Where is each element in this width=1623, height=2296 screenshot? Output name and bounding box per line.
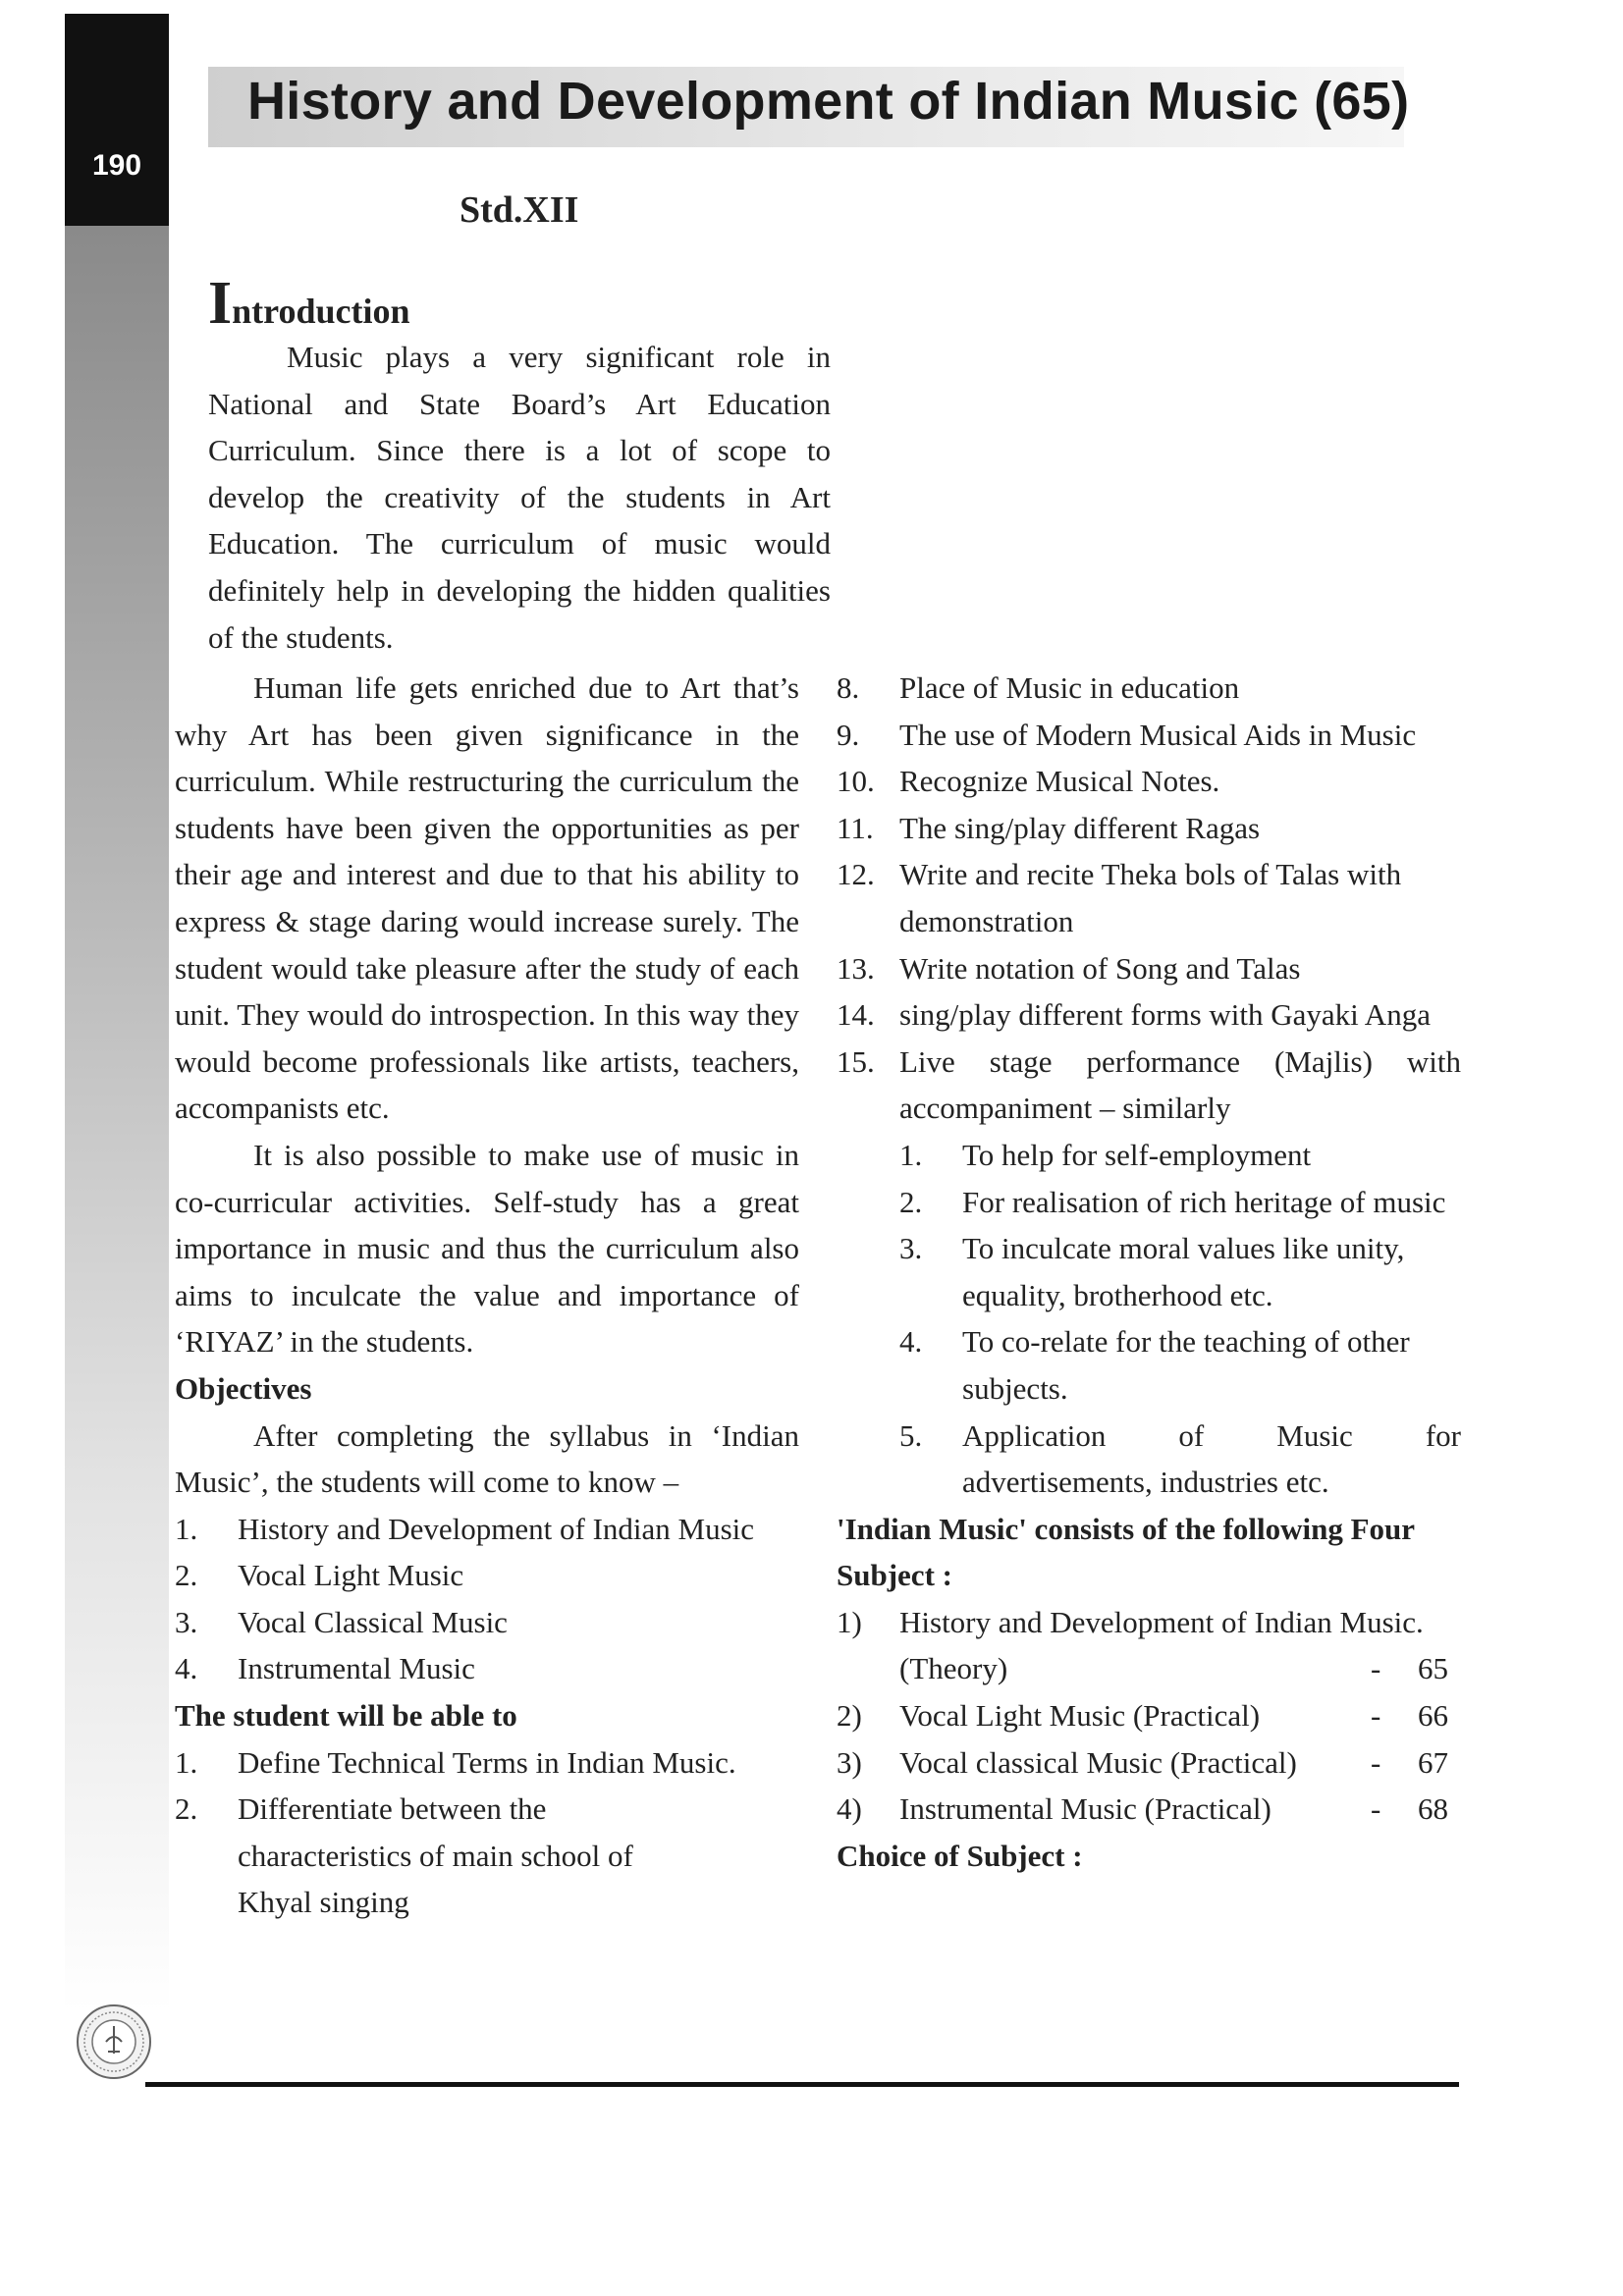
- sub-list-item: 5. Application of Music for advertisements, industries etc.: [899, 1417, 1461, 1500]
- choice-heading: Choice of Subject :: [837, 1838, 1083, 1873]
- subject-row: 3) Vocal classical Music (Practical) - 67: [837, 1744, 1448, 1780]
- left-column: [175, 665, 799, 1926]
- footer-rule: [145, 2082, 1459, 2087]
- side-gradient-bar: [65, 226, 169, 2012]
- sub-list-item: 3. To inculcate moral values like unity, equality, brotherhood etc.: [899, 1231, 1405, 1312]
- subject-row: 2) Vocal Light Music (Practical) - 66: [837, 1698, 1448, 1734]
- list-item: 13. Write notation of Song and Talas: [837, 950, 1301, 986]
- intro-paragraph: Music plays a very significant role in National and State Board’s Art Education Curriculum. Since there is a lot of scope to develop the creativity of the students in Art Education. The curriculum of music would definitely help in developing the hidden qualities of the students.: [208, 340, 831, 655]
- list-item: 1. Define Technical Terms in Indian Music.: [175, 1744, 736, 1780]
- subject-row: 4) Instrumental Music (Practical) - 68: [837, 1791, 1448, 1827]
- list-item: 2. Vocal Light Music: [175, 1558, 464, 1593]
- intro-heading: [208, 270, 410, 337]
- sub-list-item: 1. To help for self-employment: [899, 1137, 1312, 1172]
- list-item: 4. Instrumental Music: [175, 1651, 475, 1686]
- sub-list-item: 2. For realisation of rich heritage of music: [899, 1184, 1446, 1219]
- right-column: [837, 665, 1461, 1879]
- list-item: 12. Write and recite Theka bols of Talas with demonstration: [837, 857, 1402, 938]
- standard-label: Std.XII: [460, 189, 579, 231]
- paragraph-cocurricular: It is also possible to make use of music in co-curricular activities. Self-study has a great importance in music and thus the curriculum also aims to inculcate the value and importance of ‘RIYAZ’ in the students.: [175, 1137, 799, 1360]
- list-item: 15. Live stage performance (Majlis) with accompaniment – similarly: [837, 1043, 1461, 1126]
- paragraph-art: Human life gets enriched due to Art that’s why Art has been given significance in the curriculum. While restructuring the curriculum the students have been given the opportunities as per their age and interest and due to that his ability to express & stage daring would increase surely. The student would take pleasure after the study of each unit. They would do introspection. In this way they would become professionals like artists, teachers, accompanists etc.: [175, 670, 799, 1126]
- list-item: 8. Place of Music in education: [837, 670, 1240, 705]
- able-heading: The student will be able to: [175, 1698, 517, 1734]
- list-item: 9. The use of Modern Musical Aids in Music: [837, 717, 1417, 752]
- subject-row: 1) History and Development of Indian Music.: [837, 1604, 1424, 1639]
- list-item: 14. sing/play different forms with Gayaki Anga: [837, 997, 1431, 1033]
- list-item: 10. Recognize Musical Notes.: [837, 764, 1220, 799]
- list-item: 11. The sing/play different Ragas: [837, 810, 1261, 845]
- emblem-icon: [75, 2002, 153, 2081]
- page-tab: [65, 14, 169, 226]
- consists-heading: 'Indian Music' consists of the following Four Subject :: [837, 1511, 1415, 1593]
- sub-list-item: 4. To co-relate for the teaching of other subjects.: [899, 1324, 1410, 1406]
- intro-heading-rest: ntroduction: [232, 292, 410, 331]
- list-item: 1. History and Development of Indian Music: [175, 1511, 755, 1546]
- objectives-intro: After completing the syllabus in ‘Indian Music’, the students will come to know –: [175, 1417, 799, 1500]
- list-item: 2. Differentiate between the characteristics of main school of Khyal singing: [175, 1791, 633, 1920]
- page-number: 190: [91, 149, 142, 182]
- list-item: 3. Vocal Classical Music: [175, 1604, 508, 1639]
- objectives-heading: Objectives: [175, 1370, 312, 1406]
- drop-cap: I: [208, 270, 233, 337]
- page-title: History and Development of Indian Music (65): [247, 72, 1410, 131]
- subject-row: (Theory) - 65: [899, 1651, 1448, 1686]
